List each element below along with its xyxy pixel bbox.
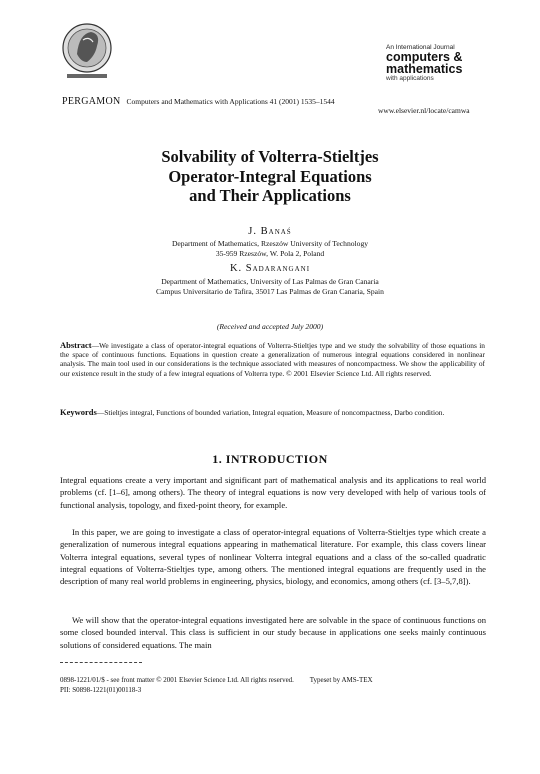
keywords: [60, 408, 485, 417]
abstract-label: Abstract: [60, 340, 92, 350]
keywords-label: Keywords: [60, 407, 97, 417]
citation: Computers and Mathematics with Applications 41 (2001) 1535–1544: [126, 97, 335, 106]
copyright-line: [60, 676, 490, 685]
received-date: (Received and accepted July 2000): [216, 322, 324, 331]
publisher-logo: [61, 10, 113, 90]
footnote-rule: [60, 662, 142, 663]
title-line-3: and Their Applications: [189, 186, 351, 205]
title-line-1: Solvability of Volterra-Stieltjes: [161, 147, 379, 166]
journal-intl: An International Journal: [386, 44, 455, 51]
abstract-text: —We investigate a class of operator-integral equations of Volterra-Stieltjes type and we study the solvability of those equations in the space of continuous functions. Equations in question create a generalization of numerous integral equations considered in nonlinear analysis. The main tool used in our considerations is the technique associated with measures of noncompactness. We show the applicability of our existence result in the study of a few integral equations of Volterra type. © 2001 Elsevier Science Ltd. All rights reserved.: [60, 341, 485, 378]
abstract: [60, 341, 485, 378]
author-affiliation: [0, 277, 540, 296]
journal-subtitle: with applications: [386, 75, 434, 82]
copyright-text: 0898-1221/01/$ - see front matter © 2001 Elsevier Science Ltd. All rights reserved.: [60, 676, 294, 684]
keywords-text: —Stieltjes integral, Functions of bounded variation, Integral equation, Measure of noncompactness, Darbo condition.: [96, 408, 445, 417]
affiliation-line: Department of Mathematics, University of Las Palmas de Gran Canaria: [161, 277, 379, 286]
journal-logo: [386, 44, 496, 82]
author-affiliation: [0, 239, 540, 258]
publisher-name: PERGAMON: [62, 96, 121, 107]
publication-line: [62, 96, 335, 107]
affiliation-line: Department of Mathematics, Rzeszów University of Technology: [171, 239, 369, 248]
author-name: J. Banaś: [248, 226, 292, 237]
body-paragraph: In this paper, we are going to investigate a class of operator-integral equations of Volterra-Stieltjes type which create a generalization of numerous integral equations appearing in mathematical literature. For example, this class covers linear Volterra integral equations, several types of nonlinear Volterra integral equations and a class of the so-called quadratic integral equations of Volterra-Stieltjes type, among others. The mentioned integral equations are frequently used in the description of many real world problems in engineering, physics, biology, and economics, among others (cf. [3–5,7,8]).: [60, 527, 486, 587]
section-heading: 1. INTRODUCTION: [212, 452, 328, 466]
title-line-2: Operator-Integral Equations: [168, 166, 372, 186]
author-name: K. Sadarangani: [229, 263, 311, 274]
affiliation-line: Campus Universitario de Tafira, 35017 Las Palmas de Gran Canaria, Spain: [156, 286, 384, 296]
body-paragraph: Integral equations create a very important and significant part of mathematical analysis and its applications to real world problems (cf. [1–6], among others). The theory of integral equations is now very developed with help of various tools of functional analysis, topology, and fixed-point theory, for example.: [60, 475, 486, 510]
journal-name-line2: mathematics: [386, 62, 463, 76]
paper-title: [0, 147, 540, 206]
journal-name-line1: computers &: [386, 50, 463, 64]
journal-url[interactable]: www.elsevier.nl/locate/camwa: [378, 106, 470, 115]
body-paragraph: We will show that the operator-integral equations investigated here are solvable in the space of continuous functions on some closed bounded interval. This class is sufficient in our study because in applications one seeks mainly continuous solutions of considered equations. The main: [60, 615, 486, 650]
typeset-note: Typeset by AMS-TEX: [309, 676, 373, 684]
pii-line: PII: S0898-1221(01)00118-3: [60, 686, 142, 694]
affiliation-line: 35-959 Rzeszów, W. Pola 2, Poland: [215, 248, 325, 258]
